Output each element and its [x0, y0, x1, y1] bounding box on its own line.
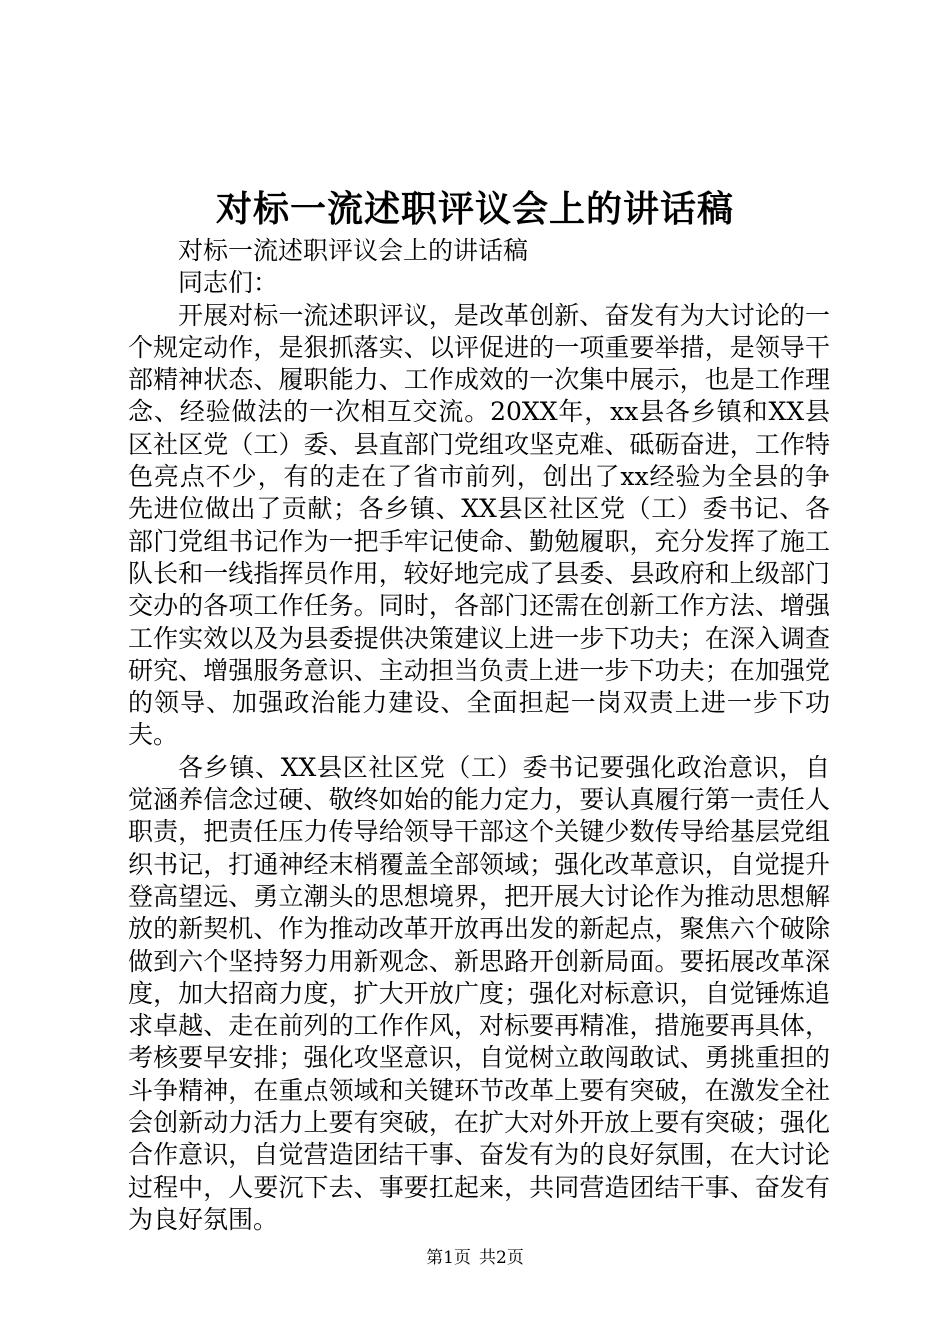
page-footer	[0, 1246, 950, 1270]
page-number: 第1页	[426, 1248, 471, 1268]
document-title: 对标一流述职评议会上的讲话稿	[215, 188, 734, 230]
document-body	[128, 235, 830, 1236]
body-paragraph-subtitle: 对标一流述职评议会上的讲话稿	[178, 236, 529, 265]
body-paragraph: 各乡镇、XX县区社区党（工）委书记要强化政治意识，自觉涵养信念过硬、敬终如始的能力定力，要认真履行第一责任人职责，把责任压力传导给领导干部这个关键少数传导给基层党组织书记，打通神经末梢覆盖全部领域；强化改革意识，自觉提升登高望远、勇立潮头的思想境界，把开展大讨论作为推动思想解放的新契机、作为推动改革开放再出发的新起点，聚焦六个破除做到六个坚持努力用新观念、新思路开创新局面。要拓展改革深度，加大招商力度，扩大开放广度；强化对标意识，自觉锤炼追求卓越、走在前列的工作作风，对标要再精准，措施要再具体，考核要早安排；强化攻坚意识，自觉树立敢闯敢试、勇挑重担的斗争精神，在重点领域和关键环节改革上要有突破，在激发全社会创新动力活力上要有突破，在扩大对外开放上要有突破；强化合作意识，自觉营造团结干事、奋发有为的良好氛围，在大讨论过程中，人要沉下去、事要扛起来，共同营造团结干事、奋发有为良好氛围。	[128, 752, 830, 1234]
page-total: 共2页	[479, 1248, 524, 1268]
body-paragraph: 开展对标一流述职评议，是改革创新、奋发有为大讨论的一个规定动作，是狠抓落实、以评促进的一项重要举措，是领导干部精神状态、履职能力、工作成效的一次集中展示，也是工作理念、经验做法的一次相互交流。20XX年，xx县各乡镇和XX县区社区党（工）委、县直部门党组攻坚克难、砥砺奋进，工作特色亮点不少，有的走在了省市前列，创出了xx经验为全县的争先进位做出了贡献；各乡镇、XX县区社区党（工）委书记、各部门党组书记作为一把手牢记使命、勤勉履职，充分发挥了施工队长和一线指挥员作用，较好地完成了县委、县政府和上级部门交办的各项工作任务。同时，各部门还需在创新工作方法、增强工作实效以及为县委提供决策建议上进一步下功夫；在深入调查研究、增强服务意识、主动担当负责上进一步下功夫；在加强党的领导、加强政治能力建设、全面担起一岗双责上进一步下功夫。	[128, 300, 830, 750]
body-paragraph-salutation: 同志们：	[178, 268, 279, 298]
